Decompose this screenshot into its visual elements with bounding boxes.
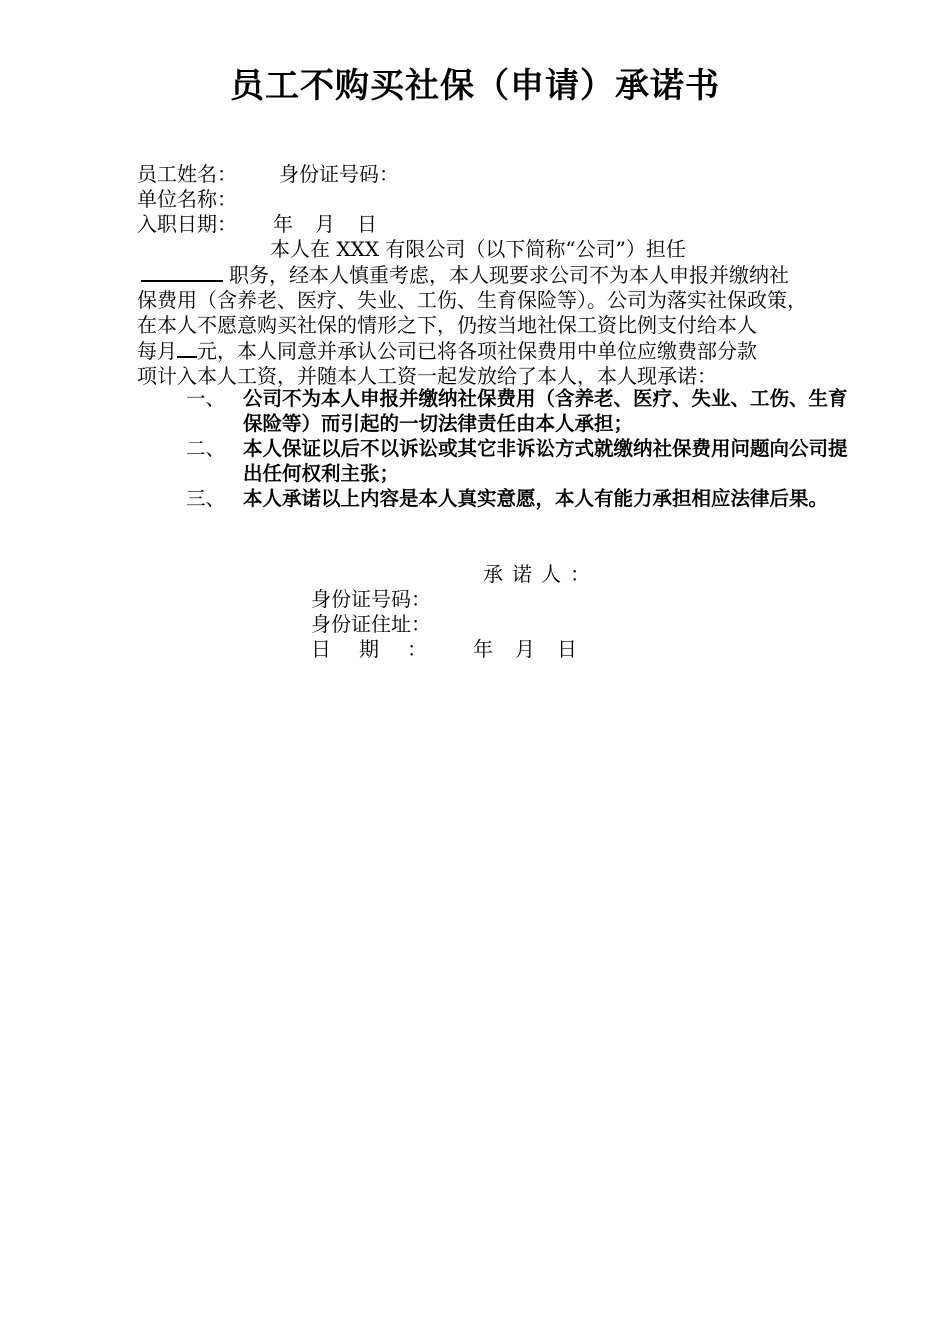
pledge-number: 二、 <box>186 437 226 460</box>
paragraph-line-5-prefix: 每月 <box>137 339 177 363</box>
pledge-number: 三、 <box>186 487 226 510</box>
commitment-paragraph <box>137 237 837 389</box>
employee-info-row-1 <box>137 162 399 187</box>
entry-month-label: 月 <box>315 212 335 236</box>
signer-date-row <box>311 637 577 662</box>
pledge-text: 本人承诺以上内容是本人真实意愿，本人有能力承担相应法律后果。 <box>243 487 829 510</box>
paragraph-line-3: 保费用（含养老、医疗、失业、工伤、生育保险等）。公司为落实社保政策， <box>137 288 807 312</box>
paragraph-line-5 <box>137 338 837 364</box>
document-title: 员工不购买社保（申请）承诺书 <box>230 66 720 106</box>
amount-blank <box>177 338 197 358</box>
employee-id-label: 身份证号码： <box>279 162 399 186</box>
paragraph-line-2 <box>137 262 837 288</box>
paragraph-line-1: 本人在 XXX 有限公司（以下简称“公司”）担任 <box>270 237 686 261</box>
pledge-item <box>186 436 866 486</box>
pledge-list <box>186 386 866 511</box>
pledge-text: 本人保证以后不以诉讼或其它非诉讼方式就缴纳社保费用问题向公司提出任何权利主张； <box>243 437 848 485</box>
position-blank <box>141 262 223 282</box>
paragraph-line-4: 在本人不愿意购买社保的情形之下，仍按当地社保工资比例支付给本人 <box>137 313 757 337</box>
employee-info-row-3 <box>137 212 377 237</box>
pledge-text: 公司不为本人申报并缴纳社保费用（含养老、医疗、失业、工伤、生育保险等）而引起的一切法律责任由本人承担； <box>243 387 848 435</box>
pledge-item <box>186 486 866 511</box>
pledge-item <box>186 386 866 436</box>
signer-year-label: 年 <box>473 637 493 661</box>
paragraph-line-5-text: 元，本人同意并承认公司已将各项社保费用中单位应缴费部分款 <box>197 339 757 363</box>
signer-id-number-label: 身份证号码： <box>311 587 431 611</box>
signer-day-label: 日 <box>557 637 577 661</box>
signer-id-address-label: 身份证住址： <box>311 612 431 636</box>
employee-info-row-2 <box>137 187 237 212</box>
paragraph-line-2-text: 职务，经本人慎重考虑，本人现要求公司不为本人申报并缴纳社 <box>229 263 789 287</box>
entry-day-label: 日 <box>357 212 377 236</box>
pledge-number: 一、 <box>186 387 226 410</box>
signer-label: 承诺人： <box>483 562 599 586</box>
paragraph-line-6: 项计入本人工资，并随本人工资一起发放给了本人，本人现承诺： <box>137 364 717 388</box>
unit-name-label: 单位名称： <box>137 187 237 211</box>
signer-date-label: 日期： <box>311 637 455 661</box>
entry-year-label: 年 <box>273 212 293 236</box>
signer-month-label: 月 <box>515 637 535 661</box>
employee-name-label: 员工姓名： <box>137 162 237 186</box>
entry-date-label: 入职日期： <box>137 212 237 236</box>
